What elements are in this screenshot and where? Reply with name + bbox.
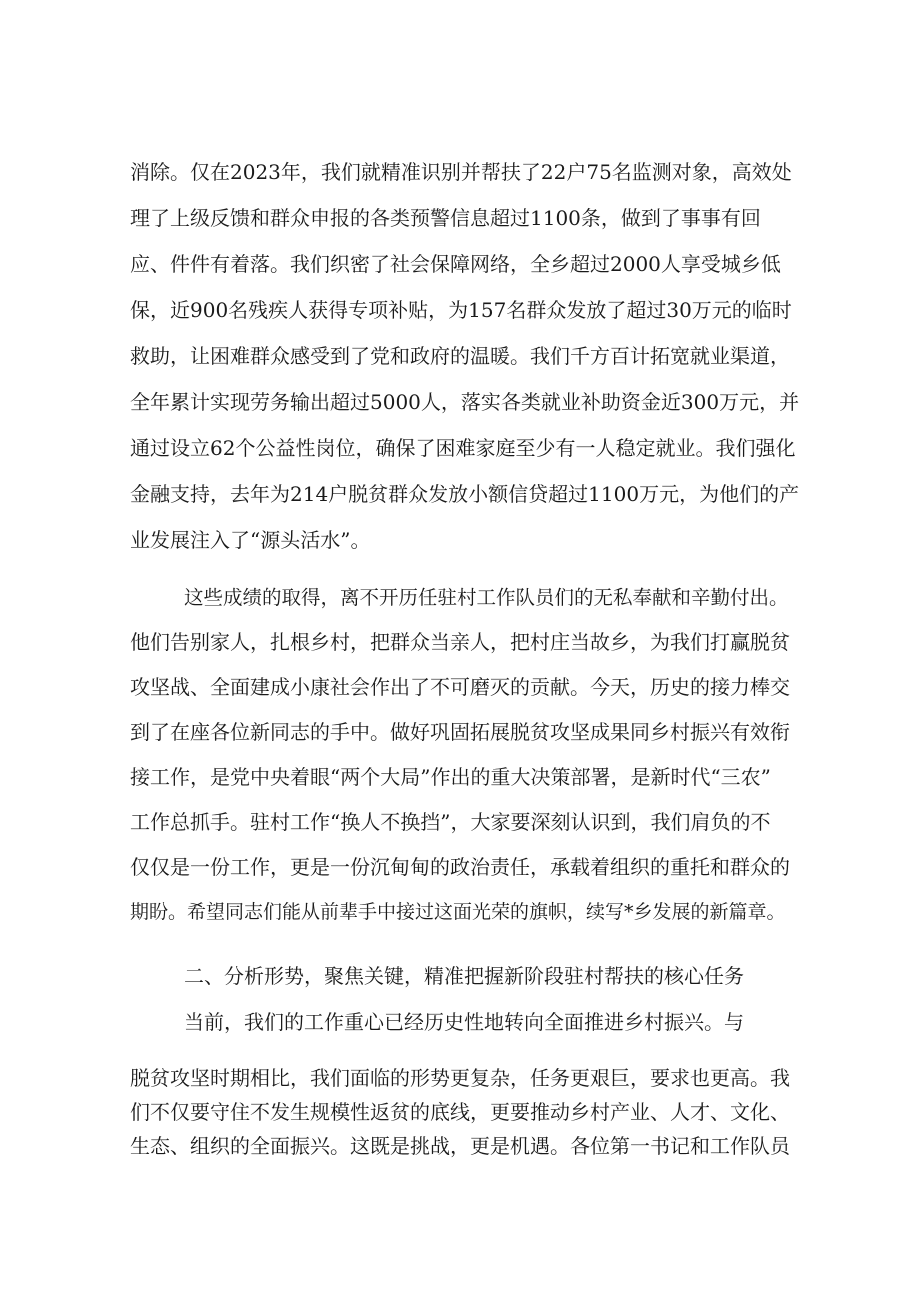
paragraph-1-line-5: 救助，让困难群众感受到了党和政府的温暖。我们千方百计拓宽就业渠道，	[130, 344, 790, 368]
paragraph-3-line-2: 脱贫攻坚时期相比，我们面临的形势更复杂，任务更艰巨，要求也更高。我	[130, 1066, 790, 1090]
paragraph-2-line-3: 攻坚战、全面建成小康社会作出了不可磨灭的贡献。今天，历史的接力棒交	[130, 675, 790, 699]
paragraph-2-line-7: 仅仅是一份工作，更是一份沉甸甸的政治责任，承载着组织的重托和群众的	[130, 855, 790, 879]
paragraph-3-line-3: 们不仅要守住不发生规模性返贫的底线，更要推动乡村产业、人才、文化、	[130, 1100, 790, 1124]
paragraph-1-line-9: 业发展注入了“源头活水”。	[130, 528, 371, 552]
paragraph-1-line-2: 理了上级反馈和群众申报的各类预警信息超过1100条，做到了事事有回	[130, 206, 761, 230]
paragraph-1-line-7: 通过设立62个公益性岗位，确保了困难家庭至少有一人稳定就业。我们强化	[130, 436, 796, 460]
paragraph-3-line-1: 当前，我们的工作重心已经历史性地转向全面推进乡村振兴。与	[184, 1010, 744, 1034]
paragraph-2-line-8: 期盼。希望同志们能从前辈手中接过这面光荣的旗帜，续写*乡发展的新篇章。	[130, 901, 786, 923]
paragraph-1-line-6: 全年累计实现劳务输出超过5000人，落实各类就业补助资金近300万元，并	[130, 390, 800, 414]
paragraph-2-line-4: 到了在座各位新同志的手中。做好巩固拓展脱贫攻坚成果同乡村振兴有效衔	[130, 720, 790, 744]
paragraph-2-line-2: 他们告别家人，扎根乡村，把群众当亲人，把村庄当故乡，为我们打赢脱贫	[130, 630, 790, 654]
paragraph-1-line-8: 金融支持，去年为214户脱贫群众发放小额信贷超过1100万元，为他们的产	[130, 482, 800, 506]
paragraph-1-line-4: 保，近900名残疾人获得专项补贴，为157名群众发放了超过30万元的临时	[130, 298, 792, 322]
paragraph-3-line-4: 生态、组织的全面振兴。这既是挑战，更是机遇。各位第一书记和工作队员	[130, 1134, 790, 1158]
paragraph-2-line-1: 这些成绩的取得，离不开历任驻村工作队员们的无私奉献和辛勤付出。	[184, 586, 789, 609]
paragraph-2-line-6: 工作总抓手。驻村工作“换人不换挡”，大家要深刻认识到，我们肩负的不	[130, 810, 771, 834]
paragraph-1-line-1: 消除。仅在2023年，我们就精准识别并帮扶了22户75名监测对象，高效处	[130, 160, 792, 184]
paragraph-1-line-3: 应、件件有着落。我们织密了社会保障网络，全乡超过2000人享受城乡低	[130, 252, 781, 276]
section-heading: 二、分析形势，聚焦关键，精准把握新阶段驻村帮扶的核心任务	[184, 964, 744, 988]
paragraph-2-line-5: 接工作，是党中央着眼“两个大局”作出的重大决策部署，是新时代“三农”	[130, 765, 771, 789]
